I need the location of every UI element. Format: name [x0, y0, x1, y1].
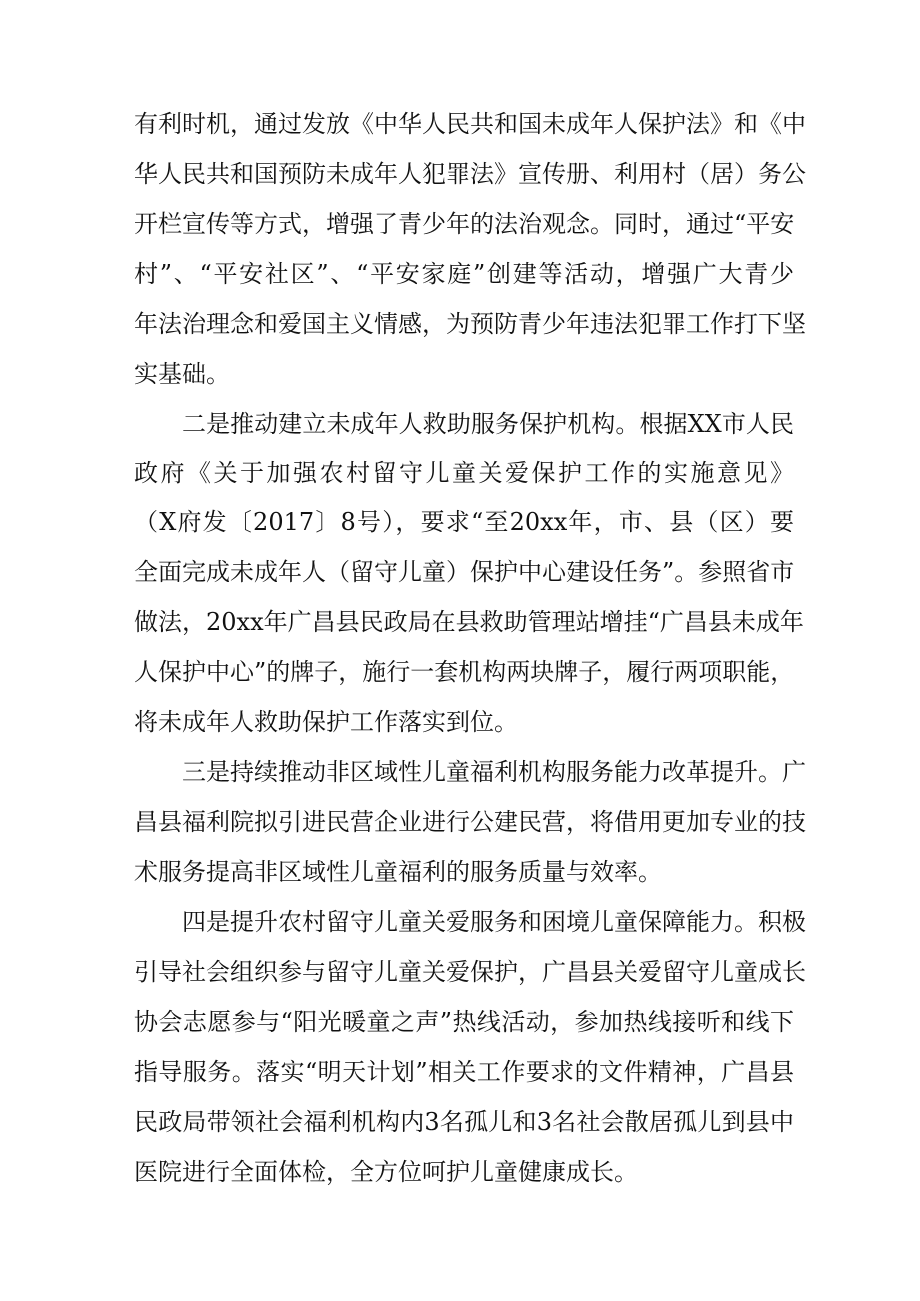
paragraph-line: 全面完成未成年人（留守儿童）保护中心建设任务”。参照省市	[134, 558, 795, 586]
paragraph-line: 三是持续推动非区域性儿童福利机构服务能力改革提升。广	[182, 758, 806, 786]
paragraph-line: 协会志愿参与“阳光暖童之声”热线活动，参加热线接听和线下	[134, 1008, 794, 1036]
paragraph-line: 二是推动建立未成年人救助服务保护机构。根据XX市人民	[182, 410, 794, 438]
paragraph-line: 有利时机，通过发放《中华人民共和国未成年人保护法》和《中	[134, 110, 806, 138]
paragraph-line: 引导社会组织参与留守儿童关爱保护，广昌县关爱留守儿童成长	[134, 958, 806, 986]
paragraph-line: 将未成年人救助保护工作落实到位。	[134, 708, 518, 736]
paragraph-line: 华人民共和国预防未成年人犯罪法》宣传册、利用村（居）务公	[134, 160, 806, 188]
paragraph-line: 医院进行全面体检，全方位呵护儿童健康成长。	[134, 1158, 638, 1186]
paragraph-line: 实基础。	[134, 360, 230, 388]
paragraph-line: 指导服务。落实“明天计划”相关工作要求的文件精神，广昌县	[134, 1058, 794, 1086]
paragraph-line: 村”、“平安社区”、“平安家庭”创建等活动，增强广大青少	[134, 260, 794, 288]
paragraph-line: 四是提升农村留守儿童关爱服务和困境儿童保障能力。积极	[182, 908, 806, 936]
paragraph-line: 昌县福利院拟引进民营企业进行公建民营，将借用更加专业的技	[134, 808, 806, 836]
paragraph-line: 术服务提高非区域性儿童福利的服务质量与效率。	[134, 858, 662, 886]
paragraph-line: 人保护中心”的牌子，施行一套机构两块牌子，履行两项职能，	[134, 658, 795, 686]
paragraph-line: 民政局带领社会福利机构内3名孤儿和3名社会散居孤儿到县中	[134, 1108, 794, 1136]
paragraph-line: 政府《关于加强农村留守儿童关爱保护工作的实施意见》	[134, 459, 794, 487]
paragraph-line: （X府发〔2017〕8号），要求“至20xx年，市、县（区）要	[134, 508, 794, 536]
paragraph-line: 开栏宣传等方式，增强了青少年的法治观念。同时，通过“平安	[134, 210, 795, 238]
paragraph-line: 年法治理念和爱国主义情感，为预防青少年违法犯罪工作打下坚	[134, 310, 806, 338]
paragraph-line: 做法，20xx年广昌县民政局在县救助管理站增挂“广昌县未成年	[134, 608, 804, 636]
